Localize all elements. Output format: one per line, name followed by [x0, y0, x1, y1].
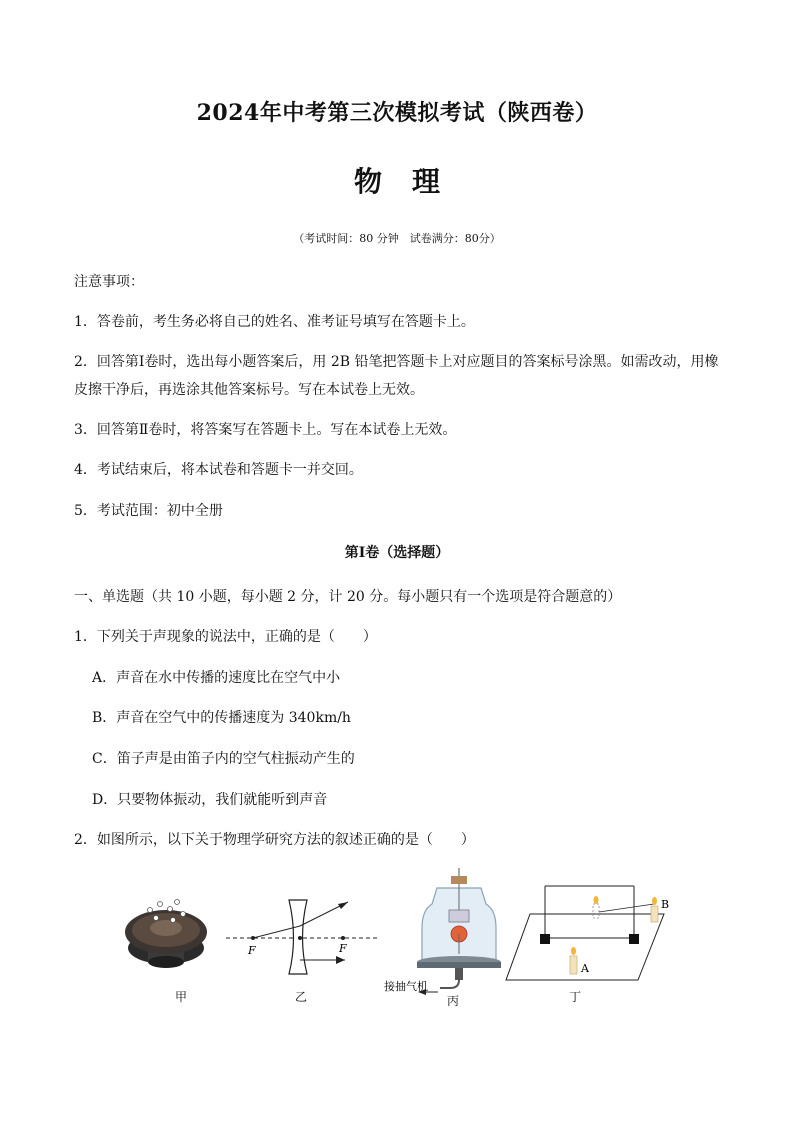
subject-title: 物理 — [353, 165, 470, 198]
notice-item: 3．回答第Ⅱ卷时，将答案写在答题卡上。写在本试卷上无效。 — [74, 422, 457, 438]
option-b: B．声音在空气中的传播速度为 340km/h — [92, 710, 351, 726]
figure-caption-bing: 丙 — [447, 994, 460, 1008]
figure-caption-ding: 丁 — [569, 990, 582, 1004]
candle-b-label: B — [661, 898, 670, 911]
figure-drawing — [0, 868, 794, 1008]
notice-item: 1．答卷前，考生务必将自己的姓名、准考证号填写在答题卡上。 — [74, 314, 475, 330]
page-title: 2024年中考第三次模拟考试（陕西卷） — [196, 100, 598, 126]
exam-info: （考试时间：80 分钟 试卷满分：80分） — [293, 232, 501, 245]
notice-item: 皮擦干净后，再选涂其他答案标号。写在本试卷上无效。 — [74, 382, 424, 398]
focus-label: F — [339, 942, 347, 955]
candle-a-label: A — [581, 962, 589, 975]
focus-label: F — [248, 944, 256, 957]
notice-item: 2．回答第Ⅰ卷时，选出每小题答案后，用 2B 铅笔把答题卡上对应题目的答案标号涂黑。如需改动，用橡 — [74, 354, 719, 370]
concave-lens-diagram — [226, 900, 380, 974]
speaker-illustration — [125, 900, 207, 969]
section-heading: 一、单选题（共 10 小题，每小题 2 分，计 20 分。每小题只有一个选项是符合题意的） — [74, 589, 622, 605]
mirror-candle-diagram — [506, 886, 669, 980]
question-stem: 1．下列关于声现象的说法中，正确的是（ ） — [74, 629, 377, 645]
option-c: C．笛子声是由笛子内的空气柱振动产生的 — [92, 751, 355, 767]
pump-label: 接抽气机 — [384, 980, 428, 993]
question-figure — [0, 868, 794, 1008]
question-stem: 2．如图所示，以下关于物理学研究方法的叙述正确的是（ ） — [74, 832, 475, 848]
option-d: D．只要物体振动，我们就能听到声音 — [92, 792, 328, 808]
notice-item: 4．考试结束后，将本试卷和答题卡一并交回。 — [74, 462, 363, 478]
notice-item: 5．考试范围：初中全册 — [74, 503, 223, 519]
figure-caption-jia: 甲 — [175, 990, 188, 1004]
bell-jar-apparatus — [384, 868, 501, 995]
part-title: 第Ⅰ卷（选择题） — [344, 545, 450, 561]
notice-heading: 注意事项： — [74, 274, 144, 290]
option-a: A．声音在水中传播的速度比在空气中小 — [92, 670, 341, 686]
figure-caption-yi: 乙 — [295, 990, 308, 1004]
